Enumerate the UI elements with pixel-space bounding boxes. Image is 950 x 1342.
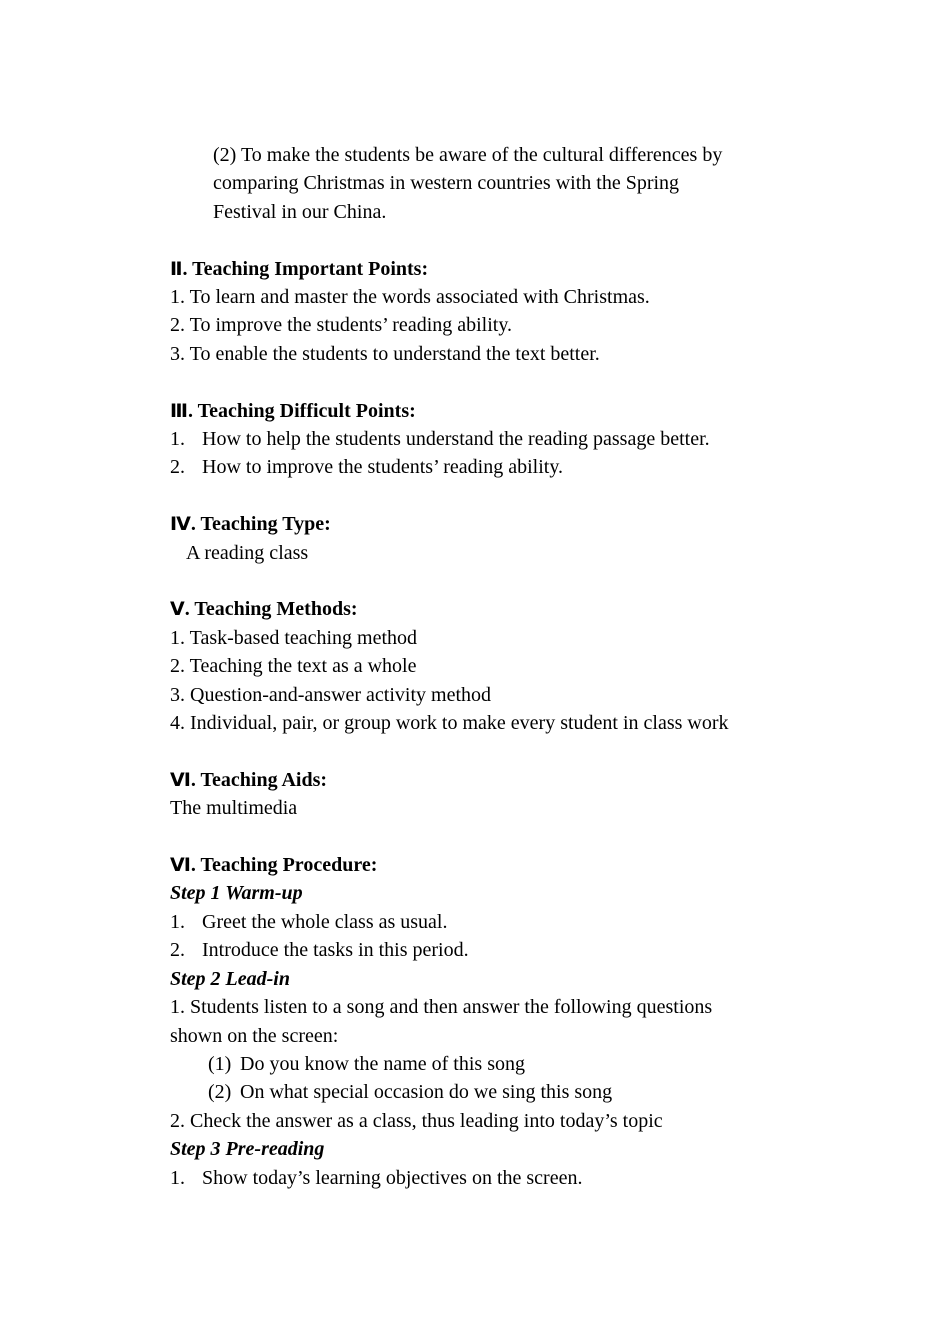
heading-teaching-procedure: Ⅵ. Teaching Procedure: — [170, 854, 378, 877]
list-item-continuation: shown on the screen: — [170, 1024, 339, 1047]
objective-2-line-2: comparing Christmas in western countries with the Spring — [213, 172, 680, 195]
list-item: 3. To enable the students to understand the text better. — [170, 342, 600, 365]
list-item: 4. Individual, pair, or group work to make every student in class work — [170, 712, 729, 735]
list-item: 2. Introduce the tasks in this period. — [170, 939, 469, 962]
list-item: 2. To improve the students’ reading ability. — [170, 314, 513, 337]
teaching-type-text: A reading class — [186, 541, 309, 564]
list-item: 2. Teaching the text as a whole — [170, 655, 417, 678]
objective-2-line-1: (2) To make the students be aware of the cultural differences by — [213, 144, 723, 166]
list-item: 2. How to improve the students’ reading ability. — [170, 456, 564, 479]
heading-teaching-aids: Ⅵ. Teaching Aids: — [170, 768, 328, 791]
sub-list-item: (1) Do you know the name of this song — [208, 1052, 525, 1075]
teaching-aids-text: The multimedia — [170, 797, 298, 820]
objective-2 — [170, 141, 810, 226]
step-2-title: Step 2 Lead-in — [170, 967, 290, 990]
list-item: 1. Task-based teaching method — [170, 626, 418, 649]
heading-important-points: Ⅱ. Teaching Important Points: — [170, 257, 429, 280]
list-item: 2. Check the answer as a class, thus leading into today’s topic — [170, 1109, 663, 1132]
heading-teaching-type: Ⅳ. Teaching Type: — [170, 513, 331, 536]
heading-teaching-methods: Ⅴ. Teaching Methods: — [170, 598, 358, 621]
list-item: 3. Question-and-answer activity method — [170, 683, 492, 706]
objective-2-line-3: Festival in our China. — [213, 200, 387, 223]
step-3-title: Step 3 Pre-reading — [170, 1138, 325, 1161]
document-page — [170, 141, 810, 1192]
list-item: 1. Greet the whole class as usual. — [170, 910, 448, 933]
step-1-title: Step 1 Warm-up — [170, 882, 303, 905]
list-item: 1. To learn and master the words associated with Christmas. — [170, 286, 650, 309]
sub-list-item: (2) On what special occasion do we sing this song — [208, 1081, 613, 1104]
list-item: 1. Students listen to a song and then answer the following questions — [170, 996, 713, 1019]
heading-difficult-points: Ⅲ. Teaching Difficult Points: — [170, 399, 416, 422]
list-item: 1. How to help the students understand the reading passage better. — [170, 428, 710, 451]
list-item: 1. Show today’s learning objectives on the screen. — [170, 1166, 583, 1189]
